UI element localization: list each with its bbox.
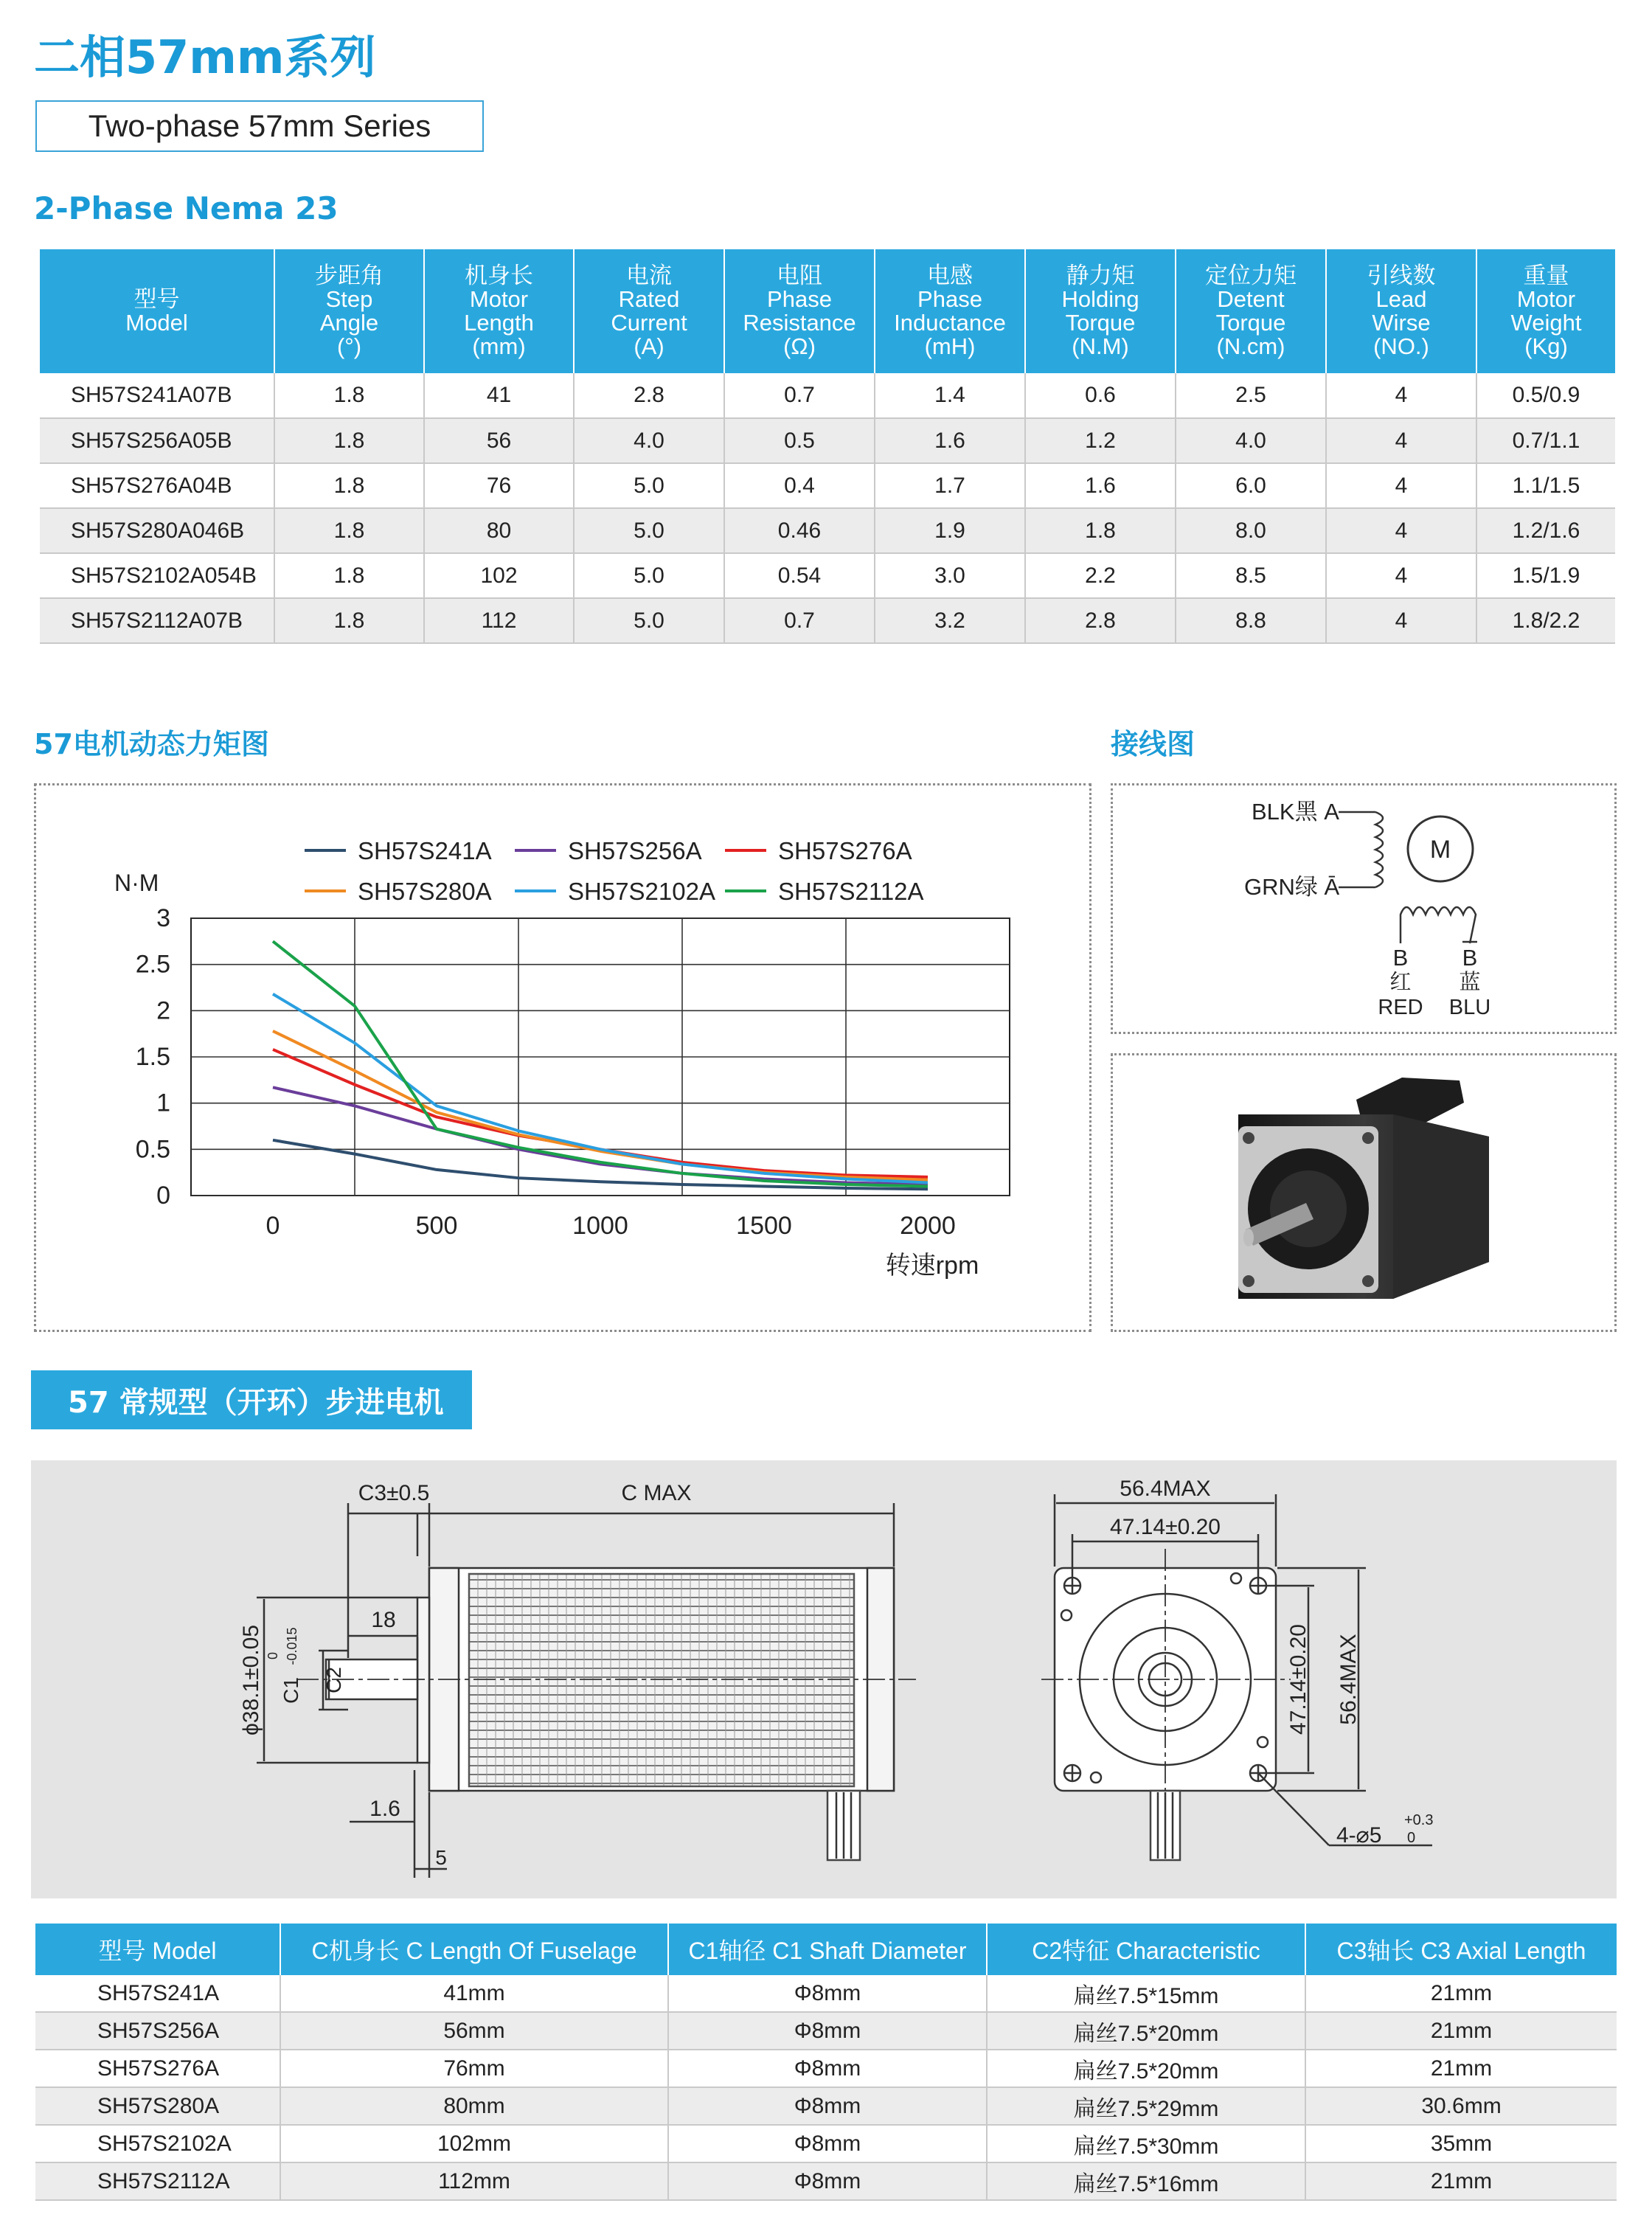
y-tick-label: 2.5: [135, 950, 170, 979]
x-tick-label: 0: [266, 1212, 280, 1240]
spec-header-line: 引线数: [1367, 263, 1436, 288]
table-cell: 扁丝7.5*16mm: [987, 2162, 1305, 2200]
table-cell: 0.54: [724, 553, 875, 598]
technical-drawing: [31, 1460, 1617, 1898]
y-tick-label: 0: [156, 1182, 170, 1210]
spec-header-line: Phase: [917, 286, 982, 312]
table-cell: 102: [424, 553, 574, 598]
x-tick-label: 1500: [736, 1212, 792, 1240]
spec-header-line: Inductance: [894, 310, 1006, 336]
dim-c1-tol-bot: -0.015: [285, 1627, 299, 1665]
spec-header-line: Step: [325, 286, 373, 312]
spec-header-line: (mm): [472, 333, 526, 359]
table-cell: 76mm: [280, 2050, 668, 2087]
wire-blk-label: BLK黑 A: [1252, 799, 1339, 825]
table-cell: 5.0: [574, 598, 724, 643]
table-row: [40, 463, 1615, 508]
chart-legend: [305, 837, 924, 905]
spec-header-line: Motor: [469, 286, 529, 312]
table-cell: 0.46: [724, 508, 875, 553]
spec-header-line: 电阻: [777, 263, 822, 288]
wiring-diagram-box: [1111, 783, 1617, 1034]
table-cell: 76: [424, 463, 574, 508]
dimensions-table-header: [35, 1924, 1617, 1975]
table-cell: Φ8mm: [668, 2012, 987, 2050]
page-title-en-box: [35, 100, 484, 152]
series-banner: 57 常规型（开环）步进电机: [31, 1370, 472, 1429]
drawing-area: [31, 1460, 1617, 1898]
dim-18: 18: [371, 1608, 396, 1632]
dim-front-pitch: 47.14±0.20: [1110, 1515, 1221, 1539]
table-cell: 21mm: [1305, 1975, 1617, 2012]
table-cell: 4: [1326, 598, 1476, 643]
coil-a: [1375, 812, 1383, 887]
side-view-fins: [469, 1574, 854, 1786]
spec-header-line: Rated: [618, 286, 680, 312]
wire-blu-en: BLU: [1448, 996, 1491, 1019]
spec-header-line: Angle: [319, 310, 379, 336]
dim-c1-tol-top: 0: [266, 1651, 280, 1660]
spec-header-line: Resistance: [743, 310, 856, 336]
table-cell: 3.0: [875, 553, 1025, 598]
table-cell: 1.8: [1025, 508, 1176, 553]
spec-header-line: Lead: [1375, 286, 1427, 312]
x-tick-label: 1000: [572, 1212, 628, 1240]
dims-header-col-2: C1轴径 C1 Shaft Diameter: [668, 1924, 987, 1975]
table-cell: 1.6: [875, 418, 1025, 463]
table-cell: 112mm: [280, 2162, 668, 2200]
table-cell: 扁丝7.5*20mm: [987, 2012, 1305, 2050]
table-cell: 4: [1326, 508, 1476, 553]
spec-header-line: (Kg): [1524, 333, 1568, 359]
side-view-pilot: [417, 1598, 429, 1763]
model-cell: SH57S241A07B: [40, 373, 274, 418]
spec-table-body: [40, 373, 1615, 643]
coil-b: [1401, 907, 1476, 943]
spec-header-line: (°): [336, 333, 362, 359]
table-cell: 0.4: [724, 463, 875, 508]
table-cell: 2.2: [1025, 553, 1176, 598]
table-cell: 102mm: [280, 2125, 668, 2162]
table-cell: Φ8mm: [668, 2125, 987, 2162]
table-cell: 1.8: [274, 553, 424, 598]
y-tick-label: 3: [156, 904, 170, 932]
dim-c3: C3±0.5: [358, 1481, 430, 1505]
table-cell: 41mm: [280, 1975, 668, 2012]
spec-header-col-7: [1176, 249, 1326, 373]
table-cell: 4.0: [1176, 418, 1326, 463]
table-cell: 1.6: [1025, 463, 1176, 508]
dimensions-table-body: [35, 1975, 1617, 2200]
dim-holes-tol-top: +0.3: [1404, 1812, 1434, 1828]
table-row: [35, 2125, 1617, 2162]
spec-header-line: (N.cm): [1216, 333, 1285, 359]
table-cell: 4: [1326, 553, 1476, 598]
motor-photo: [1113, 1055, 1614, 1330]
chart-grid: [191, 918, 1010, 1196]
table-cell: 30.6mm: [1305, 2087, 1617, 2125]
dims-header-col-3: C2特征 Characteristic: [987, 1924, 1305, 1975]
table-cell: 5.0: [574, 508, 724, 553]
spec-header-line: (N.M): [1072, 333, 1129, 359]
table-cell: 21mm: [1305, 2162, 1617, 2200]
dimensions-table: [35, 1924, 1617, 2201]
table-cell: 2.5: [1176, 373, 1326, 418]
spec-header-line: (A): [634, 333, 664, 359]
table-cell: Φ8mm: [668, 1975, 987, 2012]
table-cell: 0.6: [1025, 373, 1176, 418]
table-cell: 扁丝7.5*30mm: [987, 2125, 1305, 2162]
spec-header-line: Torque: [1215, 310, 1286, 336]
spec-header-line: Wirse: [1372, 310, 1431, 336]
table-row: [40, 373, 1615, 418]
dims-header-col-1: C机身长 C Length Of Fuselage: [280, 1924, 668, 1975]
dim-front-max: 56.4MAX: [1120, 1477, 1211, 1501]
spec-header-col-9: [1476, 249, 1615, 373]
spec-header-line: 机身长: [465, 263, 533, 288]
spec-header-line: (NO.): [1373, 333, 1429, 359]
table-cell: 1.8: [274, 418, 424, 463]
model-cell: SH57S256A: [35, 2012, 280, 2050]
table-cell: 1.7: [875, 463, 1025, 508]
table-cell: 8.8: [1176, 598, 1326, 643]
model-cell: SH57S276A: [35, 2050, 280, 2087]
x-tick-label: 2000: [900, 1212, 956, 1240]
torque-chart: [36, 785, 1089, 1330]
dim-1-6: 1.6: [369, 1797, 400, 1821]
model-cell: SH57S280A: [35, 2087, 280, 2125]
dim-holes: 4-⌀5: [1336, 1823, 1382, 1848]
spec-header-line: 电感: [927, 263, 973, 288]
table-cell: 1.2/1.6: [1476, 508, 1615, 553]
table-cell: 1.8: [274, 373, 424, 418]
table-row: [40, 553, 1615, 598]
legend-label-5: SH57S2112A: [778, 878, 924, 905]
y-tick-label: 1: [156, 1089, 170, 1117]
model-cell: SH57S2112A07B: [40, 598, 274, 643]
table-cell: 4: [1326, 463, 1476, 508]
torque-chart-box: [34, 783, 1092, 1332]
table-cell: 35mm: [1305, 2125, 1617, 2162]
dim-cmax: C MAX: [621, 1481, 692, 1505]
table-cell: 1.8: [274, 463, 424, 508]
table-cell: 8.5: [1176, 553, 1326, 598]
model-cell: SH57S280A046B: [40, 508, 274, 553]
spec-header-line: Current: [611, 310, 687, 336]
spec-header-col-6: [1025, 249, 1176, 373]
dim-diameter: ϕ38.1±0.05: [239, 1624, 263, 1736]
table-row: [40, 418, 1615, 463]
dim-c2: C2: [322, 1667, 345, 1693]
legend-label-2: SH57S276A: [778, 837, 912, 864]
table-cell: 1.8/2.2: [1476, 598, 1615, 643]
legend-label-3: SH57S280A: [358, 878, 492, 905]
section-title-nema23: 2-Phase Nema 23: [34, 190, 339, 226]
model-cell: SH57S276A04B: [40, 463, 274, 508]
spec-header-line: Model: [125, 310, 188, 336]
chart-y-axis-label: N·M: [114, 870, 159, 896]
table-cell: 21mm: [1305, 2050, 1617, 2087]
table-row: [35, 2162, 1617, 2200]
spec-header-line: 电流: [626, 263, 672, 288]
wire-bbar-label: B: [1462, 945, 1478, 971]
spec-header-line: 型号: [133, 286, 180, 312]
spec-header-line: (mH): [924, 333, 976, 359]
table-cell: 0.5: [724, 418, 875, 463]
y-tick-label: 1.5: [135, 1043, 170, 1071]
table-cell: 0.7/1.1: [1476, 418, 1615, 463]
table-cell: 4.0: [574, 418, 724, 463]
table-cell: 5.0: [574, 463, 724, 508]
table-cell: Φ8mm: [668, 2050, 987, 2087]
table-cell: 41: [424, 373, 574, 418]
table-cell: 1.4: [875, 373, 1025, 418]
table-cell: 扁丝7.5*20mm: [987, 2050, 1305, 2087]
spec-header-line: Detent: [1217, 286, 1285, 312]
wire-red-cn: 红: [1389, 971, 1412, 994]
table-row: [40, 508, 1615, 553]
model-cell: SH57S2102A054B: [40, 553, 274, 598]
chart-x-axis-label: 转速rpm: [885, 1252, 979, 1280]
motor-photo-box: [1111, 1053, 1617, 1332]
table-cell: 80: [424, 508, 574, 553]
table-cell: 3.2: [875, 598, 1025, 643]
table-cell: 80mm: [280, 2087, 668, 2125]
table-row: [35, 2087, 1617, 2125]
table-cell: 4: [1326, 373, 1476, 418]
spec-header-line: 步距角: [315, 263, 384, 288]
table-cell: 扁丝7.5*29mm: [987, 2087, 1305, 2125]
table-cell: 6.0: [1176, 463, 1326, 508]
x-tick-label: 500: [415, 1212, 458, 1240]
dim-c1: C1: [280, 1677, 302, 1704]
model-cell: SH57S2112A: [35, 2162, 280, 2200]
dim-side-max: 56.4MAX: [1336, 1634, 1361, 1725]
spec-header-line: Weight: [1510, 310, 1582, 336]
spec-header-col-5: [875, 249, 1025, 373]
table-cell: 5.0: [574, 553, 724, 598]
spec-header-line: Torque: [1065, 310, 1136, 336]
dims-header-col-0: 型号 Model: [35, 1924, 280, 1975]
table-cell: 1.8: [274, 508, 424, 553]
section-title-torque: 57电机动态力矩图: [34, 728, 269, 760]
section-title-wiring: 接线图: [1111, 728, 1195, 760]
wire-b-label: B: [1392, 945, 1409, 971]
wire-blu-cn: 蓝: [1459, 971, 1481, 994]
table-cell: 1.5/1.9: [1476, 553, 1615, 598]
dim-side-pitch: 47.14±0.20: [1286, 1624, 1311, 1735]
spec-header-col-4: [724, 249, 875, 373]
table-cell: 1.9: [875, 508, 1025, 553]
y-tick-label: 2: [156, 996, 170, 1025]
table-row: [35, 2012, 1617, 2050]
table-cell: Φ8mm: [668, 2087, 987, 2125]
spec-header-line: Holding: [1061, 286, 1139, 312]
table-cell: 0.5/0.9: [1476, 373, 1615, 418]
table-cell: 0.7: [724, 598, 875, 643]
legend-label-4: SH57S2102A: [568, 878, 715, 905]
spec-table: [40, 249, 1615, 644]
table-cell: 8.0: [1176, 508, 1326, 553]
table-cell: 1.1/1.5: [1476, 463, 1615, 508]
motor-symbol-label: M: [1429, 836, 1451, 864]
spec-header-col-0: [40, 249, 274, 373]
spec-header-line: 定位力矩: [1205, 263, 1297, 288]
table-cell: 2.8: [574, 373, 724, 418]
model-cell: SH57S2102A: [35, 2125, 280, 2162]
model-cell: SH57S241A: [35, 1975, 280, 2012]
page-title-cn: 二相57mm系列: [34, 30, 376, 84]
spec-header-line: 重量: [1523, 263, 1569, 288]
table-cell: 112: [424, 598, 574, 643]
dims-header-col-4: C3轴长 C3 Axial Length: [1305, 1924, 1617, 1975]
table-row: [35, 2050, 1617, 2087]
spec-header-col-8: [1326, 249, 1476, 373]
spec-header-line: Length: [464, 310, 534, 336]
spec-header-col-2: [424, 249, 574, 373]
spec-header-col-1: [274, 249, 424, 373]
table-cell: 扁丝7.5*15mm: [987, 1975, 1305, 2012]
model-cell: SH57S256A05B: [40, 418, 274, 463]
spec-header-col-3: [574, 249, 724, 373]
y-tick-label: 0.5: [135, 1135, 170, 1164]
table-row: [40, 598, 1615, 643]
table-cell: 4: [1326, 418, 1476, 463]
table-cell: 56mm: [280, 2012, 668, 2050]
wire-grn-label: GRN绿 Ā: [1244, 874, 1340, 900]
spec-header-line: Motor: [1516, 286, 1576, 312]
legend-label-0: SH57S241A: [358, 837, 492, 864]
table-cell: 1.8: [274, 598, 424, 643]
table-row: [35, 1975, 1617, 2012]
page-title-en: Two-phase 57mm Series: [88, 108, 431, 143]
spec-header-line: Phase: [767, 286, 832, 312]
wire-red-en: RED: [1378, 996, 1423, 1019]
dim-5: 5: [435, 1846, 447, 1869]
table-cell: 56: [424, 418, 574, 463]
table-cell: 2.8: [1025, 598, 1176, 643]
table-cell: 0.7: [724, 373, 875, 418]
table-cell: 1.2: [1025, 418, 1176, 463]
dim-holes-tol-bot: 0: [1407, 1830, 1416, 1846]
wiring-diagram: [1113, 785, 1614, 1032]
table-cell: Φ8mm: [668, 2162, 987, 2200]
spec-header-line: 静力矩: [1066, 263, 1135, 288]
spec-header-line: (Ω): [783, 333, 816, 359]
spec-table-header: [40, 249, 1615, 373]
table-cell: 21mm: [1305, 2012, 1617, 2050]
legend-label-1: SH57S256A: [568, 837, 702, 864]
